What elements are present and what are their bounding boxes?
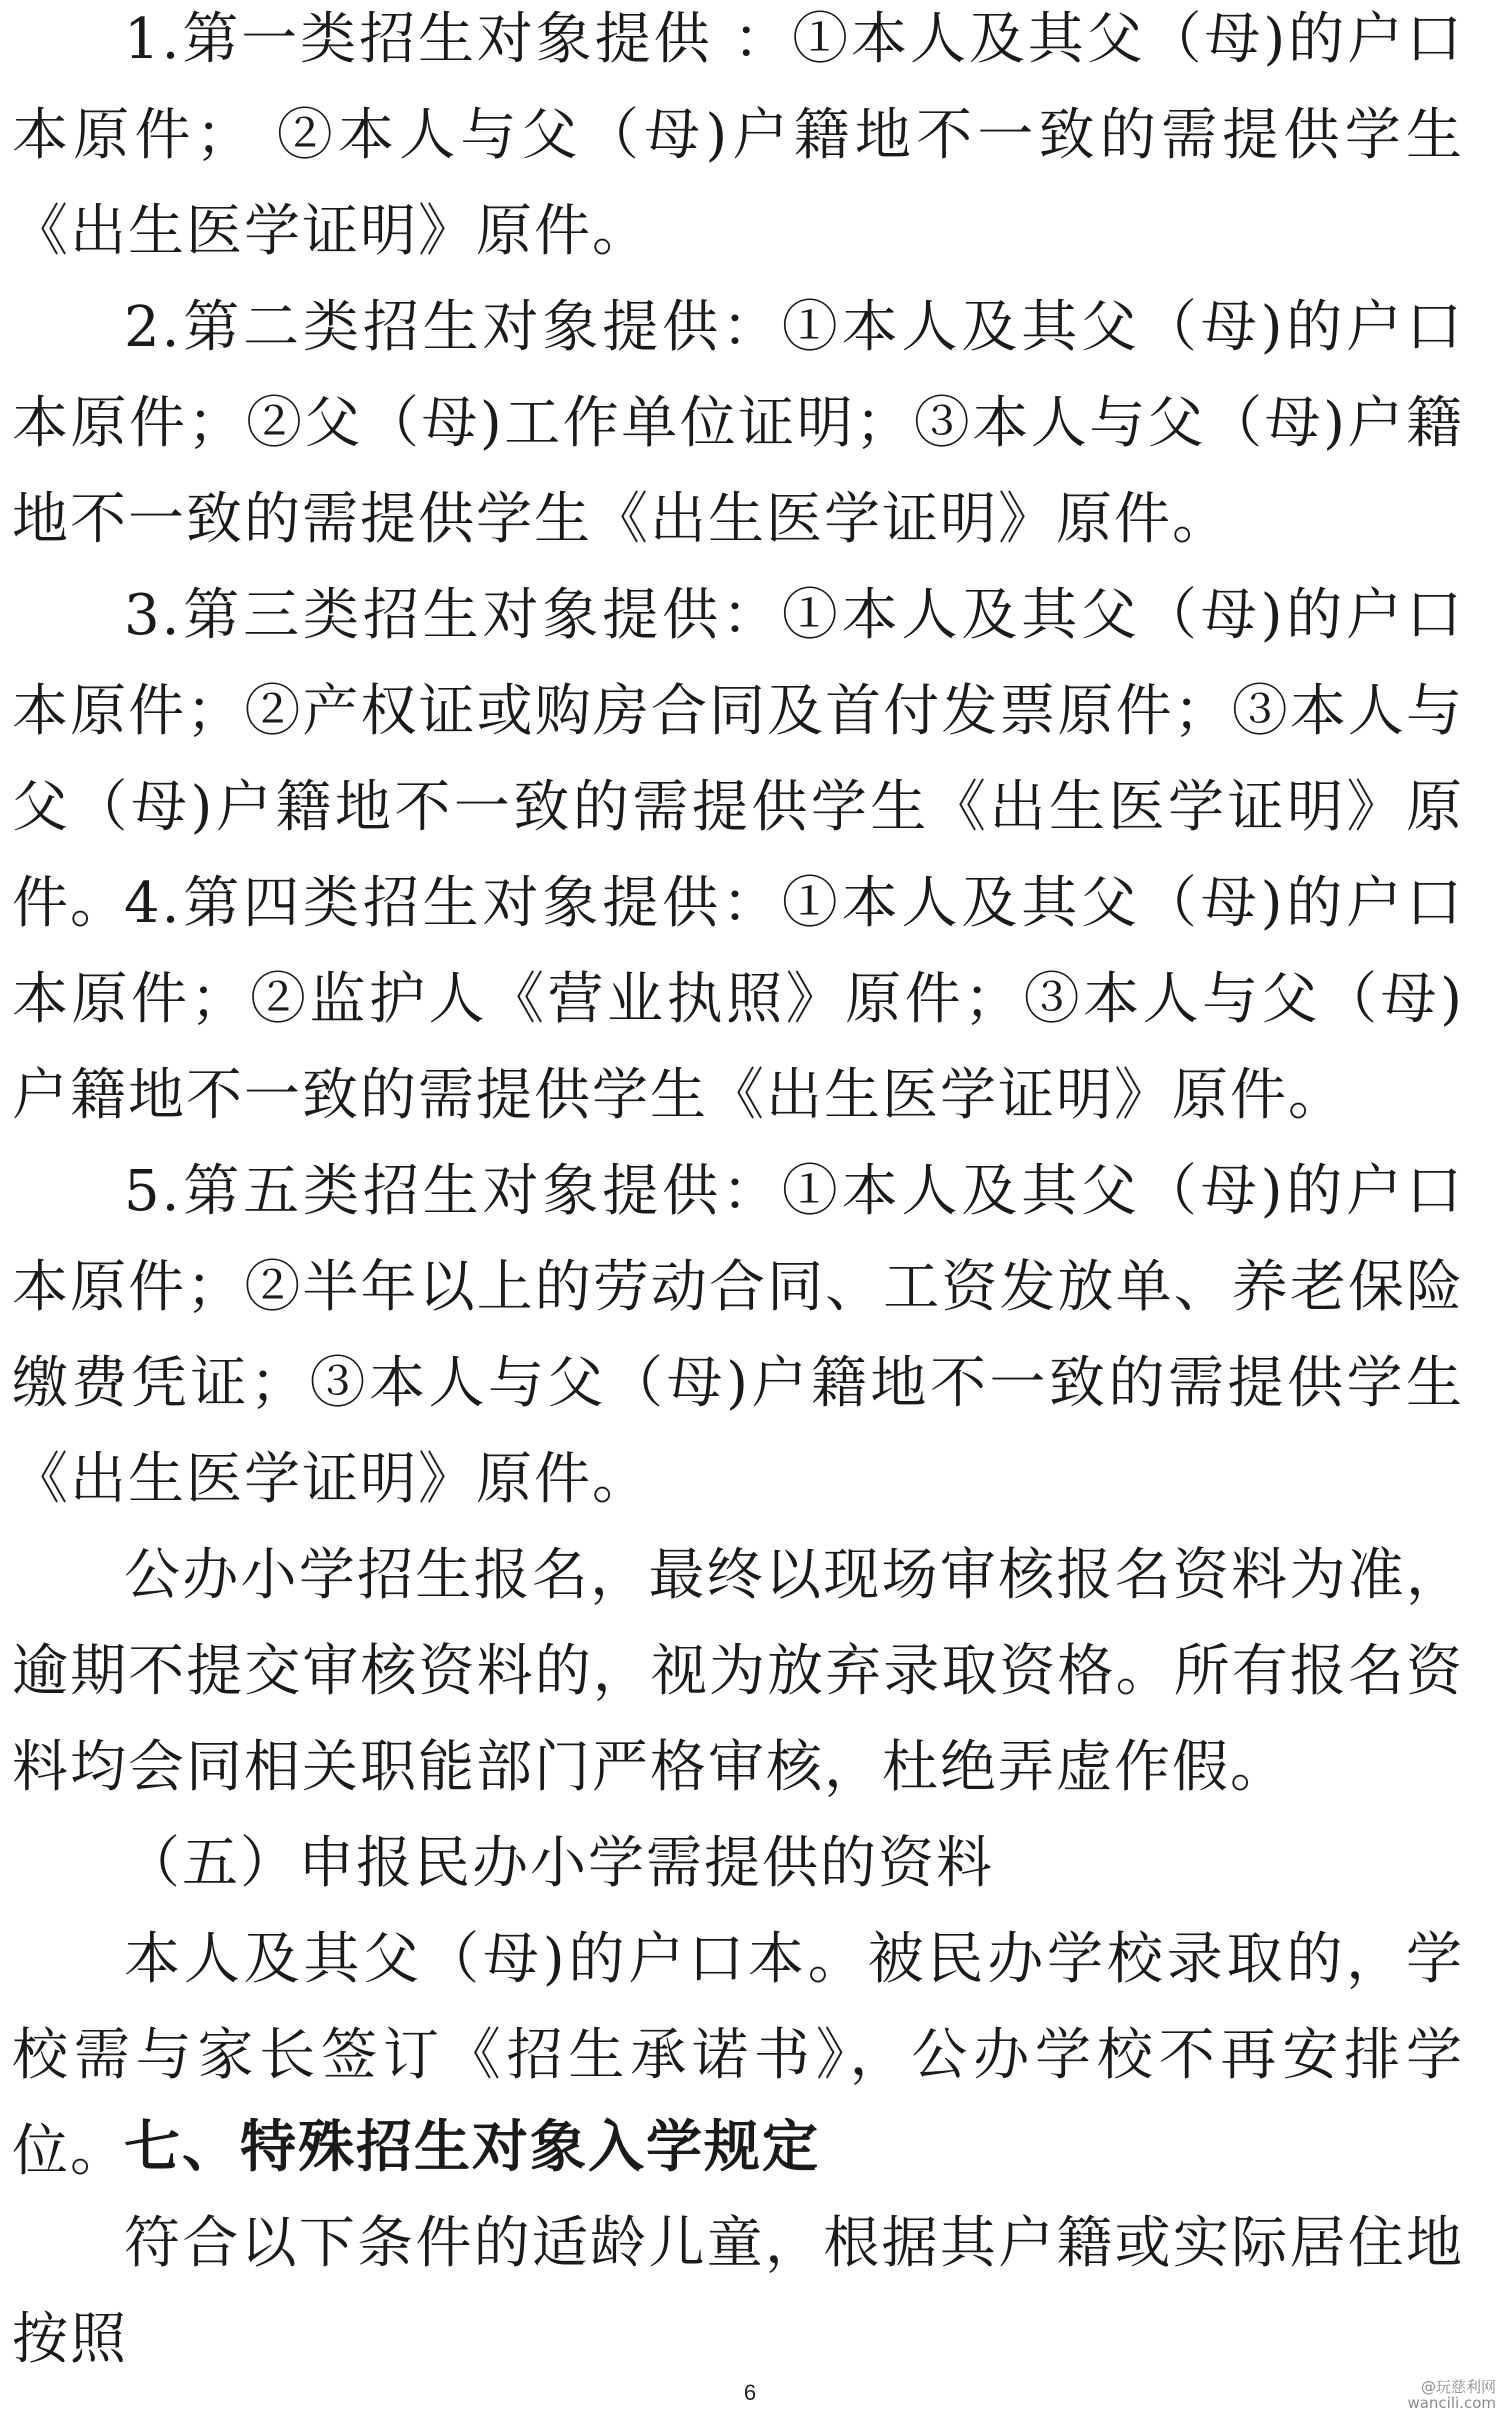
paragraph-public-school-note: 公办小学招生报名，最终以现场审核报名资料为准，逾期不提交审核资料的，视为放弃录取资格。所有报名资料均会同相关职能部门严格审核，杜绝弄虚作假。	[12, 1543, 1464, 1800]
section-heading-special-admission: 七、特殊招生对象入学规定	[124, 2115, 820, 2180]
watermark-line-1: @玩慈利网	[1420, 2378, 1496, 2396]
paragraph-category-2: 2.第二类招生对象提供：①本人及其父（母)的户口本原件；②父（母)工作单位证明；③本人与父（母)户籍地不一致的需提供学生《出生医学证明》原件。	[12, 295, 1464, 552]
subheading-private-school-materials: （五）申报民办小学需提供的资料	[124, 1831, 994, 1896]
site-watermark	[1407, 2379, 1496, 2411]
paragraph-special-admission-intro: 符合以下条件的适龄儿童，根据其户籍或实际居住地按照	[12, 2211, 1464, 2372]
paragraph-category-3: 3.第三类招生对象提供：①本人及其父（母)的户口本原件；②产权证或购房合同及首付发票原件；③本人与父（母)户籍地不一致的需提供学生《出生医学证明》原件。	[12, 583, 1464, 936]
paragraph-private-school: 本人及其父（母)的户口本。被民办学校录取的，学校需与家长签订《招生承诺书》，公办学校不再安排学位。	[12, 1927, 1464, 2184]
watermark-line-2: wancili.com	[1407, 2394, 1496, 2412]
page-number: 6	[743, 2380, 757, 2405]
paragraph-category-1: 1.第一类招生对象提供 ：①本人及其父（母)的户口本原件； ②本人与父（母)户籍地不一致的需提供学生《出生医学证明》原件。	[12, 7, 1464, 264]
paragraph-category-5: 5.第五类招生对象提供：①本人及其父（母)的户口本原件；②半年以上的劳动合同、工资发放单、养老保险缴费凭证；③本人与父（母)户籍地不一致的需提供学生《出生医学证明》原件。	[12, 1159, 1464, 1512]
paragraph-category-4: 4.第四类招生对象提供：①本人及其父（母)的户口本原件；②监护人《营业执照》原件；③本人与父（母)户籍地不一致的需提供学生《出生医学证明》原件。	[12, 871, 1464, 1128]
document-page	[12, 0, 1464, 2417]
